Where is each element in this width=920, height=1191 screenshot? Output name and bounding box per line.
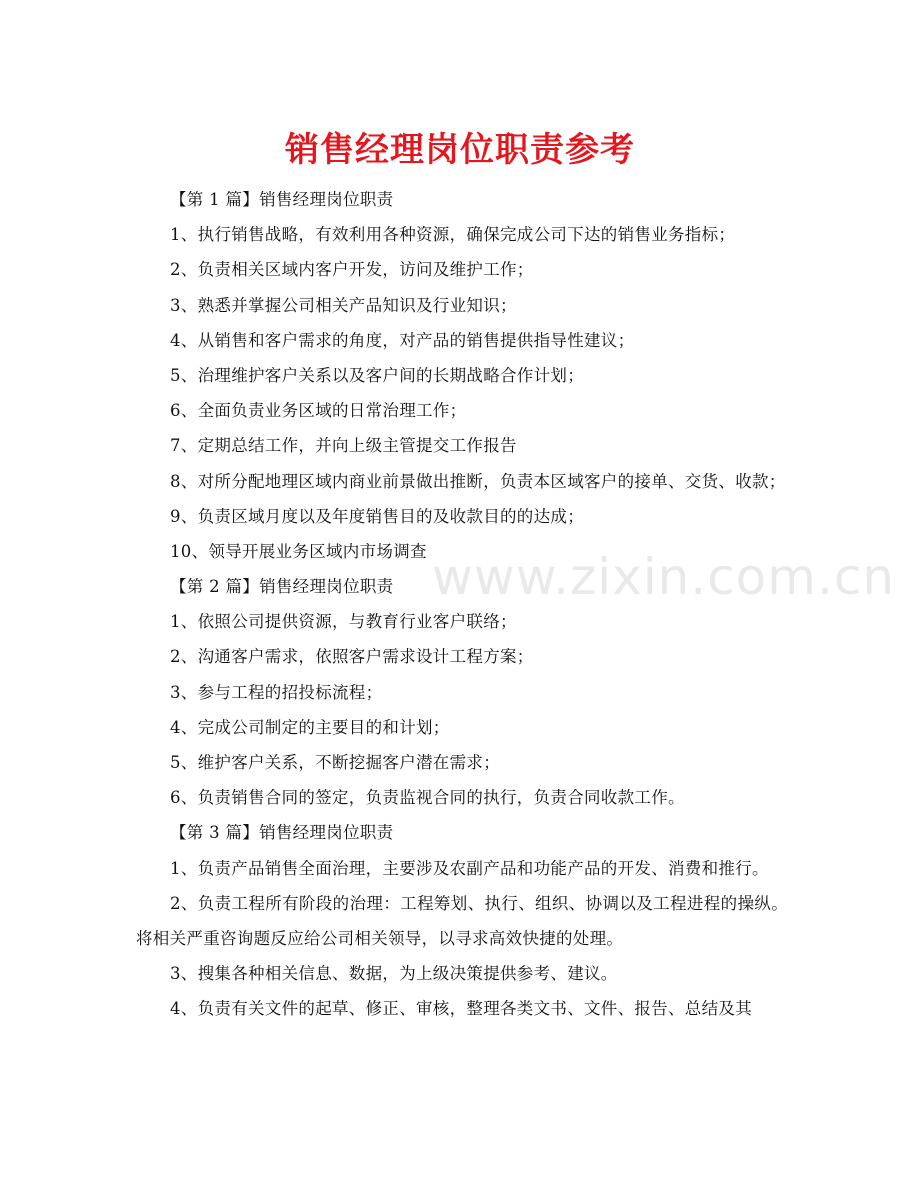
paragraph-line: 4、从销售和客户需求的角度，对产品的销售提供指导性建议； <box>170 330 635 350</box>
paragraph-line: 2、负责工程所有阶段的治理：工程筹划、执行、组织、协调以及工程进程的操纵。将相关严重咨询题反应给公司相关领导，以寻求高效快捷的处理。 <box>136 893 788 948</box>
paragraph-line: 7、定期总结工作，并向上级主管提交工作报告 <box>170 436 517 456</box>
paragraph-line: 4、负责有关文件的起草、修正、审核，整理各类文书、文件、报告、总结及其 <box>170 999 752 1019</box>
paragraph-line: 4、完成公司制定的主要目的和计划； <box>170 717 450 737</box>
document-body <box>136 182 788 1027</box>
paragraph-line: 8、对所分配地理区域内商业前景做出推断，负责本区域客户的接单、交货、收款； <box>170 471 786 491</box>
paragraph-line: 5、治理维护客户关系以及客户间的长期战略合作计划； <box>170 365 584 385</box>
section-heading: 【第 1 篇】销售经理岗位职责 <box>170 190 394 209</box>
paragraph-line: 1、执行销售战略，有效利用各种资源，确保完成公司下达的销售业务指标； <box>170 225 736 245</box>
paragraph-line: 3、熟悉并掌握公司相关产品知识及行业知识； <box>170 295 517 315</box>
paragraph-line: 3、搜集各种相关信息、数据，为上级决策提供参考、建议。 <box>170 964 618 984</box>
paragraph-line: 2、负责相关区域内客户开发，访问及维护工作； <box>170 260 534 280</box>
paragraph-line: 9、负责区域月度以及年度销售目的及收款目的的达成； <box>170 506 584 526</box>
document-title: 销售经理岗位职责参考 <box>285 130 635 170</box>
paragraph-line: 2、沟通客户需求，依照客户需求设计工程方案； <box>170 647 534 667</box>
paragraph-line: 5、维护客户关系，不断挖掘客户潜在需求； <box>170 753 500 773</box>
paragraph-line: 10、领导开展业务区域内市场调查 <box>170 541 427 561</box>
section-heading: 【第 3 篇】销售经理岗位职责 <box>170 823 394 843</box>
paragraph-line: 1、负责产品销售全面治理，主要涉及农副产品和功能产品的开发、消费和推行。 <box>170 858 769 878</box>
section-heading: 【第 2 篇】销售经理岗位职责 <box>170 577 394 597</box>
paragraph-line: 3、参与工程的招投标流程； <box>170 682 383 702</box>
paragraph-line: 6、全面负责业务区域的日常治理工作； <box>170 401 467 421</box>
paragraph-line: 6、负责销售合同的签定，负责监视合同的执行，负责合同收款工作。 <box>170 788 685 808</box>
watermark: www.zixin.com.cn <box>432 548 896 606</box>
paragraph-line: 1、依照公司提供资源，与教育行业客户联络； <box>170 612 517 632</box>
